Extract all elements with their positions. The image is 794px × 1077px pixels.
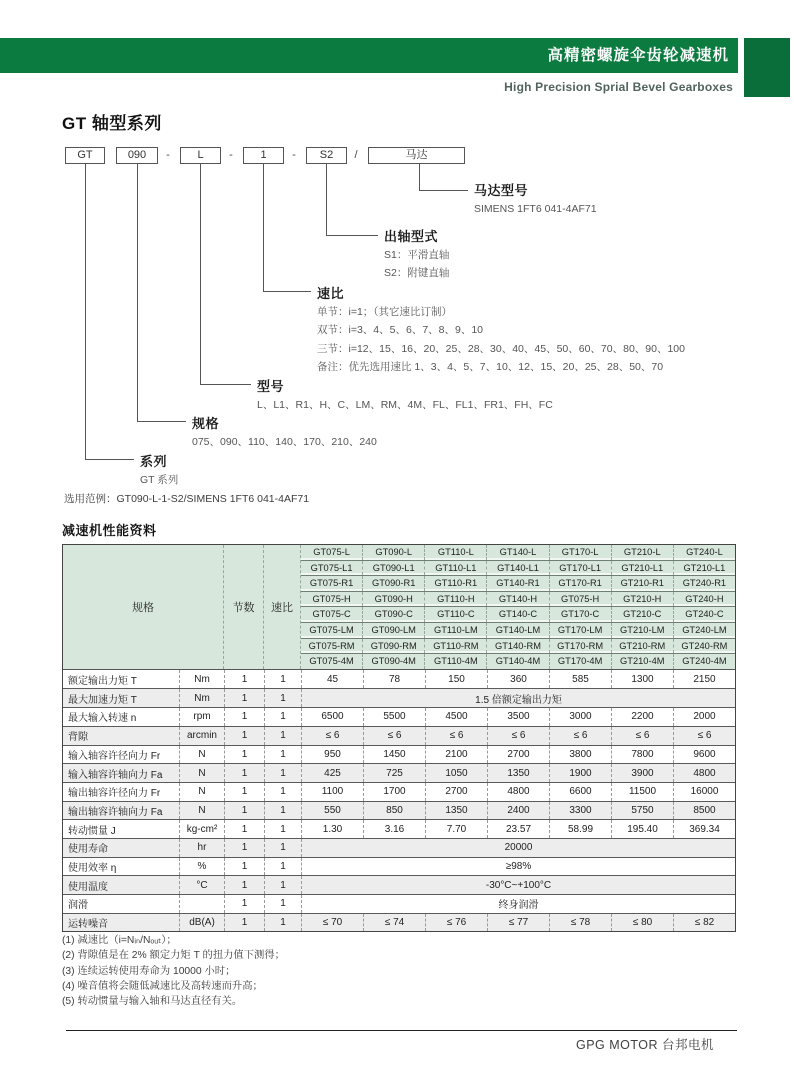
spec-row — [63, 875, 735, 894]
part-number-diagram — [0, 0, 794, 520]
connector-shaft-vertical — [326, 164, 327, 236]
row-stages: 1 — [224, 670, 264, 689]
model-header-cell: GT090-H — [362, 592, 424, 607]
model-header-cell: GT140-H — [486, 592, 548, 607]
legend-line: 备注：优先选用速比 1、3、4、5、7、10、12、15、20、25、28、50、70 — [317, 361, 664, 374]
legend-shaft-title: 出轴型式 — [384, 229, 439, 244]
model-header-cell: GT240-RM — [673, 639, 735, 654]
row-value: 3900 — [611, 764, 673, 782]
row-value: 9600 — [673, 746, 735, 764]
spec-row — [63, 763, 735, 782]
row-value: 11500 — [611, 783, 673, 801]
model-header-cell: GT110-C — [424, 607, 486, 622]
spec-row — [63, 707, 735, 726]
model-header-cell: GT075-L — [313, 547, 350, 557]
model-header-grid — [301, 545, 735, 669]
row-value: 725 — [363, 764, 425, 782]
row-value: ≤ 76 — [425, 914, 487, 932]
legend-line: 三节：i=12、15、16、20、25、28、30、40、45、50、60、70、80、90、100 — [317, 342, 685, 355]
spec-row — [63, 726, 735, 745]
row-ratio: 1 — [264, 839, 301, 857]
model-header-cell: GT240-C — [673, 607, 735, 622]
connector-size-vertical — [137, 164, 138, 422]
row-ratio: 1 — [264, 746, 301, 764]
row-value: 6600 — [549, 783, 611, 801]
row-value: 3500 — [487, 708, 549, 726]
model-header-cell: GT240-LM — [673, 623, 735, 638]
model-header-cell: GT210-RM — [611, 639, 673, 654]
legend-motor — [474, 180, 597, 218]
model-header-cell: GT090-LM — [362, 623, 424, 638]
row-value: ≤ 77 — [487, 914, 549, 932]
code-box-马达: 马达 — [368, 147, 465, 164]
row-value: ≤ 80 — [611, 914, 673, 932]
row-value: 1100 — [301, 783, 363, 801]
model-header-cell: GT075-H — [312, 593, 351, 604]
row-stages: 1 — [224, 858, 264, 876]
model-header-row — [301, 575, 735, 591]
row-value: 4500 — [425, 708, 487, 726]
model-header-cell: GT110-H — [424, 592, 486, 607]
row-unit: N — [179, 764, 224, 782]
row-label: 最大输入转速 n — [68, 713, 137, 725]
row-label: 最大加速力矩 T — [68, 694, 137, 706]
model-header-cell: GT075-LM — [309, 624, 354, 635]
row-value: 4800 — [673, 764, 735, 782]
row-unit: °C — [179, 876, 224, 894]
legend-model-title: 型号 — [257, 379, 285, 394]
footnotes — [62, 933, 285, 1009]
legend-line: 075、090、110、140、170、210、240 — [192, 436, 377, 448]
code-box-090: 090 — [116, 147, 158, 164]
row-value: 2700 — [425, 783, 487, 801]
connector-model-vertical — [200, 164, 201, 385]
performance-table-title: 减速机性能资料 — [62, 523, 157, 538]
header-stages: 节数 — [224, 545, 264, 669]
code-box-L: L — [180, 147, 221, 164]
model-header-cell: GT170-LM — [549, 623, 611, 638]
model-header-row — [301, 653, 735, 669]
model-header-cell: GT170-RM — [549, 639, 611, 654]
legend-series-lines — [140, 471, 178, 489]
legend-shaft-lines — [384, 246, 449, 283]
row-unit: N — [179, 802, 224, 820]
spec-row — [63, 857, 735, 876]
model-header-cell: GT170-C — [549, 607, 611, 622]
legend-line: 单节：i=1；（其它速比订制） — [317, 306, 453, 318]
row-value: 3800 — [549, 746, 611, 764]
model-header-row — [301, 560, 735, 576]
model-header-row — [301, 638, 735, 654]
row-value: 8500 — [673, 802, 735, 820]
footnote-line: (3) 连续运转使用寿命为 10000 小时； — [62, 965, 236, 977]
model-header-cell: GT210-LM — [611, 623, 673, 638]
row-unit: Nm — [179, 670, 224, 689]
legend-ratio — [317, 283, 685, 377]
row-value: ≤ 6 — [611, 727, 673, 745]
selection-example: 选用范例：GT090-L-1-S2/SIMENS 1FT6 041-4AF71 — [64, 493, 310, 505]
row-value: 1050 — [425, 764, 487, 782]
legend-motor-lines — [474, 200, 597, 218]
row-label: 使用温度 — [68, 881, 108, 893]
model-header-cell: GT140-4M — [486, 654, 548, 669]
row-stages: 1 — [224, 876, 264, 894]
row-value: 16000 — [673, 783, 735, 801]
model-header-cell: GT140-L1 — [486, 561, 548, 576]
model-header-cell: GT090-L — [362, 545, 424, 560]
row-value: 2400 — [487, 802, 549, 820]
row-ratio: 1 — [264, 670, 301, 689]
legend-line: S2：附键直轴 — [384, 267, 450, 280]
row-ratio: 1 — [264, 895, 301, 913]
row-value: 6500 — [301, 708, 363, 726]
row-value: 7.70 — [425, 820, 487, 838]
row-stages: 1 — [224, 820, 264, 838]
row-value: 850 — [363, 802, 425, 820]
spec-row — [63, 801, 735, 820]
footer-rule — [66, 1030, 737, 1031]
row-label: 输出轴容许径向力 Fr — [68, 788, 161, 800]
model-header-cell: GT110-L — [424, 545, 486, 560]
row-value: 2200 — [611, 708, 673, 726]
spec-row — [63, 670, 735, 689]
legend-model-lines — [257, 396, 553, 414]
legend-ratio-title: 速比 — [317, 286, 345, 301]
model-header-row — [301, 591, 735, 607]
row-label: 输出轴容许轴向力 Fa — [68, 806, 163, 818]
model-header-cell: GT090-4M — [362, 654, 424, 669]
model-header-cell: GT140-C — [486, 607, 548, 622]
header-title-cn: 高精密螺旋伞齿轮减速机 — [547, 47, 729, 64]
row-stages: 1 — [224, 764, 264, 782]
legend-size — [192, 413, 377, 451]
model-header-cell: GT210-4M — [611, 654, 673, 669]
legend-size-title: 规格 — [192, 416, 220, 431]
row-value: 2100 — [425, 746, 487, 764]
code-separator: - — [292, 149, 296, 161]
row-unit: dB(A) — [179, 914, 224, 932]
connector-series-horizontal — [85, 459, 134, 460]
row-value: 1700 — [363, 783, 425, 801]
row-value: 585 — [549, 670, 611, 689]
row-unit: N — [179, 783, 224, 801]
row-value: ≤ 6 — [363, 727, 425, 745]
spec-row — [63, 913, 735, 932]
model-header-cell: GT110-R1 — [424, 576, 486, 591]
code-separator: / — [354, 149, 358, 161]
row-value: ≤ 6 — [549, 727, 611, 745]
model-header-cell: GT240-R1 — [673, 576, 735, 591]
model-header-cell: GT090-L1 — [362, 561, 424, 576]
legend-ratio-lines — [317, 303, 685, 377]
model-header-cell: GT210-H — [611, 592, 673, 607]
legend-motor-title: 马达型号 — [474, 183, 529, 198]
model-header-cell: GT170-L1 — [549, 561, 611, 576]
model-header-cell: GT075-H — [549, 592, 611, 607]
performance-table — [62, 544, 736, 932]
row-value: 3000 — [549, 708, 611, 726]
row-value: 3.16 — [363, 820, 425, 838]
row-value: 3300 — [549, 802, 611, 820]
row-unit: kg-cm² — [179, 820, 224, 838]
spec-row — [63, 894, 735, 913]
row-value: ≤ 78 — [549, 914, 611, 932]
row-ratio: 1 — [264, 727, 301, 745]
row-label: 背隙 — [68, 732, 88, 744]
row-ratio: 1 — [264, 689, 301, 707]
row-span-value: ≥98% — [301, 858, 735, 876]
model-header-cell: GT170-L — [549, 545, 611, 560]
model-header-cell: GT140-LM — [486, 623, 548, 638]
footnote-line: (1) 减速比（i=Nᵢₙ/Nₒᵤₜ）； — [62, 935, 177, 946]
model-header-cell: GT240-H — [673, 592, 735, 607]
row-value: 7800 — [611, 746, 673, 764]
row-value: 195.40 — [611, 820, 673, 838]
connector-model-horizontal — [200, 384, 251, 385]
header-spec: 规格 — [63, 545, 224, 669]
connector-motor-horizontal — [419, 190, 468, 191]
row-span-value: -30°C~+100°C — [301, 876, 735, 894]
legend-shaft — [384, 226, 449, 283]
row-value: 2150 — [673, 670, 735, 689]
row-stages: 1 — [224, 783, 264, 801]
row-ratio: 1 — [264, 802, 301, 820]
footnote-line: (2) 背隙值是在 2% 额定力矩 T 的扭力值下测得； — [62, 950, 285, 962]
model-header-cell: GT075-L1 — [310, 562, 353, 573]
model-header-cell: GT210-L1 — [673, 561, 735, 576]
row-value: 2700 — [487, 746, 549, 764]
row-value: 550 — [301, 802, 363, 820]
row-value: 2000 — [673, 708, 735, 726]
legend-model — [257, 376, 553, 414]
row-label: 使用寿命 — [68, 844, 108, 856]
model-header-cell: GT090-C — [362, 607, 424, 622]
model-header-cell: GT075-RM — [308, 640, 355, 651]
row-value: 5500 — [363, 708, 425, 726]
legend-line: SIMENS 1FT6 041-4AF71 — [474, 203, 597, 215]
row-span-value: 20000 — [301, 839, 735, 857]
footnote-line: (5) 转动惯量与输入轴和马达直径有关。 — [62, 996, 243, 1008]
model-header-cell: GT075-R1 — [309, 578, 354, 589]
model-header-cell: GT240-L — [673, 545, 735, 560]
row-unit: Nm — [179, 689, 224, 707]
row-value: ≤ 6 — [425, 727, 487, 745]
row-value: 1350 — [487, 764, 549, 782]
model-header-cell: GT140-R1 — [486, 576, 548, 591]
model-header-cell: GT170-4M — [549, 654, 611, 669]
code-box-S2: S2 — [306, 147, 347, 164]
row-unit: N — [179, 746, 224, 764]
spec-row — [63, 688, 735, 707]
row-value: 78 — [363, 670, 425, 689]
row-value: 950 — [301, 746, 363, 764]
row-span-value: 终身润滑 — [301, 895, 735, 913]
row-stages: 1 — [224, 802, 264, 820]
model-header-cell: GT140-RM — [486, 639, 548, 654]
row-ratio: 1 — [264, 876, 301, 894]
spec-row — [63, 838, 735, 857]
legend-line: S1：平滑直轴 — [384, 249, 450, 261]
code-box-GT: GT — [65, 147, 105, 164]
connector-shaft-horizontal — [326, 235, 378, 236]
series-title: GT 轴型系列 — [62, 114, 162, 133]
row-value: 150 — [425, 670, 487, 689]
row-value: 1350 — [425, 802, 487, 820]
header-ratio: 速比 — [264, 545, 301, 669]
model-header-cell: GT210-R1 — [611, 576, 673, 591]
legend-size-lines — [192, 433, 377, 451]
model-header-cell: GT075-4M — [309, 656, 354, 667]
model-header-cell: GT110-LM — [424, 623, 486, 638]
legend-series-title: 系列 — [140, 454, 168, 469]
row-label: 转动惯量 J — [68, 825, 116, 837]
row-value: 369.34 — [673, 820, 735, 838]
row-ratio: 1 — [264, 708, 301, 726]
code-separator: - — [166, 149, 170, 161]
table-header — [63, 545, 735, 670]
row-value: 45 — [301, 670, 363, 689]
row-value: 4800 — [487, 783, 549, 801]
row-value: 1900 — [549, 764, 611, 782]
connector-size-horizontal — [137, 421, 186, 422]
row-label: 润滑 — [68, 900, 88, 912]
spec-row — [63, 782, 735, 801]
model-header-cell: GT210-L — [611, 545, 673, 560]
model-header-row — [301, 545, 735, 560]
row-value: ≤ 82 — [673, 914, 735, 932]
model-header-cell: GT240-4M — [673, 654, 735, 669]
row-value: 5750 — [611, 802, 673, 820]
model-header-row — [301, 606, 735, 622]
legend-line: 双节：i=3、4、5、6、7、8、9、10 — [317, 324, 484, 337]
row-ratio: 1 — [264, 764, 301, 782]
model-header-cell: GT110-RM — [424, 639, 486, 654]
row-value: 1300 — [611, 670, 673, 689]
row-ratio: 1 — [264, 858, 301, 876]
spec-row — [63, 819, 735, 838]
row-value: 1450 — [363, 746, 425, 764]
row-value: 360 — [487, 670, 549, 689]
model-header-cell: GT090-R1 — [362, 576, 424, 591]
row-value: 23.57 — [487, 820, 549, 838]
spec-row — [63, 745, 735, 764]
row-value: ≤ 70 — [301, 914, 363, 932]
row-stages: 1 — [224, 746, 264, 764]
row-unit: arcmin — [179, 727, 224, 745]
model-header-cell: GT075-C — [312, 609, 351, 620]
code-separator: - — [229, 149, 233, 161]
model-header-cell: GT110-L1 — [424, 561, 486, 576]
table-body — [63, 670, 735, 932]
row-unit: hr — [179, 839, 224, 857]
connector-ratio-vertical — [263, 164, 264, 292]
row-value: 425 — [301, 764, 363, 782]
row-label: 使用效率 η — [68, 862, 117, 874]
row-stages: 1 — [224, 839, 264, 857]
model-header-cell: GT090-RM — [362, 639, 424, 654]
legend-series — [140, 451, 178, 489]
model-header-cell: GT210-L1 — [611, 561, 673, 576]
header-title-en: High Precision Sprial Bevel Gearboxes — [504, 80, 733, 94]
model-header-row — [301, 622, 735, 638]
row-value: ≤ 6 — [487, 727, 549, 745]
row-stages: 1 — [224, 689, 264, 707]
row-value: 58.99 — [549, 820, 611, 838]
row-ratio: 1 — [264, 820, 301, 838]
footer-brand: GPG MOTOR 台邦电机 — [575, 1038, 714, 1052]
code-box-1: 1 — [243, 147, 284, 164]
row-value: 1.30 — [301, 820, 363, 838]
connector-series-vertical — [85, 164, 86, 460]
connector-ratio-horizontal — [263, 291, 311, 292]
row-value: ≤ 6 — [301, 727, 363, 745]
row-stages: 1 — [224, 727, 264, 745]
model-header-cell: GT110-4M — [424, 654, 486, 669]
row-unit — [179, 895, 224, 913]
row-ratio: 1 — [264, 914, 301, 932]
row-stages: 1 — [224, 914, 264, 932]
row-stages: 1 — [224, 895, 264, 913]
row-value: ≤ 6 — [673, 727, 735, 745]
row-label: 运转噪音 — [68, 919, 108, 931]
model-header-cell: GT170-R1 — [549, 576, 611, 591]
row-ratio: 1 — [264, 783, 301, 801]
footnote-line: (4) 噪音值将会随低减速比及高转速而升高； — [62, 980, 263, 992]
model-header-cell: GT210-C — [611, 607, 673, 622]
row-unit: rpm — [179, 708, 224, 726]
row-value: ≤ 74 — [363, 914, 425, 932]
row-stages: 1 — [224, 708, 264, 726]
row-label: 额定输出力矩 T — [68, 675, 137, 687]
row-label: 输入轴容许径向力 Fr — [68, 750, 161, 762]
row-unit: % — [179, 858, 224, 876]
legend-line: GT 系列 — [140, 474, 179, 486]
row-label: 输入轴容许轴向力 Fa — [68, 769, 163, 781]
legend-line: L、L1、R1、H、C、LM、RM、4M、FL、FL1、FR1、FH、FC — [257, 399, 553, 411]
connector-motor-vertical — [419, 164, 420, 191]
model-header-cell: GT140-L — [486, 545, 548, 560]
row-span-value: 1.5 倍额定输出力矩 — [301, 689, 735, 707]
